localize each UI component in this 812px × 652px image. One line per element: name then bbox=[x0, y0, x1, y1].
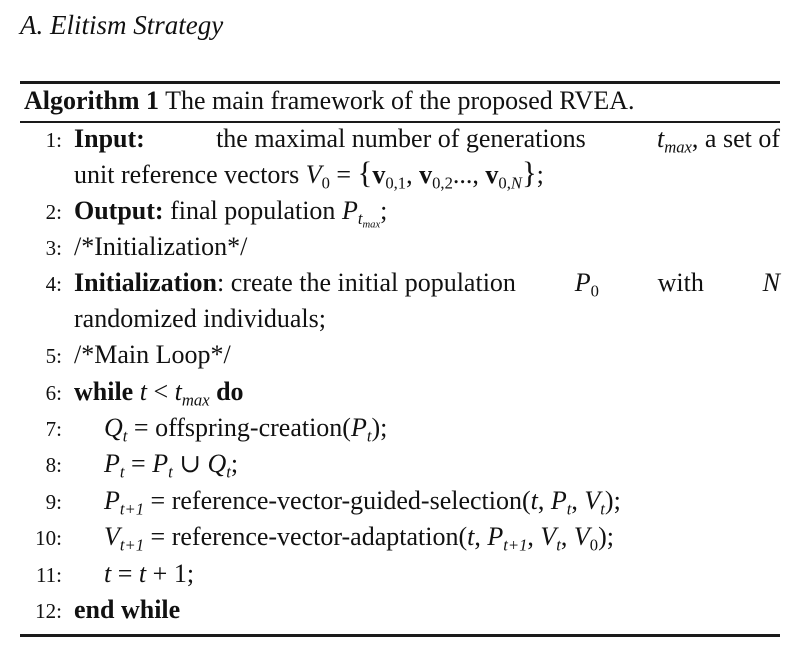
line-content bbox=[74, 340, 231, 370]
line-number: 3: bbox=[45, 236, 62, 260]
line-number: 5: bbox=[45, 344, 62, 368]
algorithm-caption-rule bbox=[20, 121, 780, 123]
algorithm-line-9 bbox=[0, 486, 812, 522]
algorithm-line-3 bbox=[0, 232, 812, 268]
algorithm-label: Algorithm 1 bbox=[24, 86, 160, 115]
algorithm-title: The main framework of the proposed RVEA. bbox=[165, 86, 635, 115]
line-content bbox=[74, 124, 780, 157]
line-number: 7: bbox=[45, 417, 62, 441]
line-number: 6: bbox=[45, 381, 62, 405]
algorithm-line-2 bbox=[0, 196, 812, 232]
algorithm-line-6 bbox=[0, 377, 812, 413]
end-while-keyword: end while bbox=[74, 595, 181, 624]
line-content: $P_{t+1}$ = reference-vector-guided-selection(t, $P_t$, $V_t$); bbox=[104, 486, 621, 519]
output-keyword: Output: bbox=[74, 196, 164, 225]
algorithm-line-4 bbox=[0, 268, 812, 304]
line-number: 11: bbox=[35, 563, 62, 587]
p0-symbol: $P_0$ bbox=[574, 268, 599, 301]
algorithm-line-1 bbox=[0, 124, 812, 160]
line-content: t = t + 1; bbox=[104, 559, 195, 588]
line-number: 1: bbox=[45, 128, 62, 152]
line-number: 4: bbox=[45, 272, 62, 296]
t-max-symbol: $t_{max}$, a set of bbox=[656, 124, 780, 157]
line-number: 2: bbox=[45, 200, 62, 224]
line-content bbox=[74, 232, 247, 262]
line-content: $V_{t+1}$ = reference-vector-adaptation(t, $P_{t+1}$, $V_t$, $V_0$); bbox=[104, 522, 614, 555]
algorithm-line-12 bbox=[0, 595, 812, 631]
input-description: the maximal number of generations bbox=[216, 124, 586, 153]
algorithm-line-8 bbox=[0, 449, 812, 485]
line-number: 8: bbox=[45, 453, 62, 477]
algorithm-bottom-rule bbox=[20, 634, 780, 637]
line-content: $P_t = P_t$ ∪ $Q_t$; bbox=[104, 449, 239, 482]
while-keyword: while bbox=[74, 377, 134, 406]
algorithm-top-rule bbox=[20, 81, 780, 84]
section-heading: A. Elitism Strategy bbox=[20, 10, 224, 40]
output-description: final population bbox=[170, 196, 336, 225]
algorithm-line-7 bbox=[0, 413, 812, 449]
line-content bbox=[74, 595, 180, 625]
algorithm-line-11 bbox=[0, 559, 812, 595]
line-content: while $t < t_{max}$ do bbox=[74, 377, 244, 410]
line-number: 9: bbox=[45, 490, 62, 514]
line-content: Initialization: create the initial population $P_0$ with N bbox=[74, 268, 780, 301]
line-content: $Q_t$ = offspring-$creation(P_t)$; bbox=[104, 413, 388, 446]
initialization-keyword: Initialization bbox=[74, 268, 218, 297]
line-content: Output: final population $P_{t_{max}}$; bbox=[74, 196, 388, 231]
main-loop-comment: /*Main Loop*/ bbox=[74, 340, 231, 369]
algorithm-caption bbox=[24, 86, 634, 116]
line-content: unit reference vectors $V_0 = \{v_{0,1}$, $v_{0,2}$..., $v_{0,N}$}; bbox=[74, 156, 544, 193]
initialization-description-cont: randomized individuals; bbox=[74, 304, 327, 333]
line-number: 10: bbox=[35, 526, 62, 550]
algorithm-line-4-cont bbox=[0, 304, 812, 340]
line-number: 12: bbox=[35, 599, 62, 623]
algorithm-line-1-cont bbox=[0, 156, 812, 196]
algorithm-line-5 bbox=[0, 340, 812, 376]
initialization-comment: /*Initialization*/ bbox=[74, 232, 248, 261]
do-keyword: do bbox=[216, 377, 244, 406]
input-keyword: Input: bbox=[74, 124, 145, 153]
input-description-cont: unit reference vectors bbox=[74, 160, 300, 189]
v0-symbol: $V_0$ bbox=[305, 160, 330, 193]
line-content bbox=[74, 304, 326, 334]
algorithm-line-10 bbox=[0, 522, 812, 558]
